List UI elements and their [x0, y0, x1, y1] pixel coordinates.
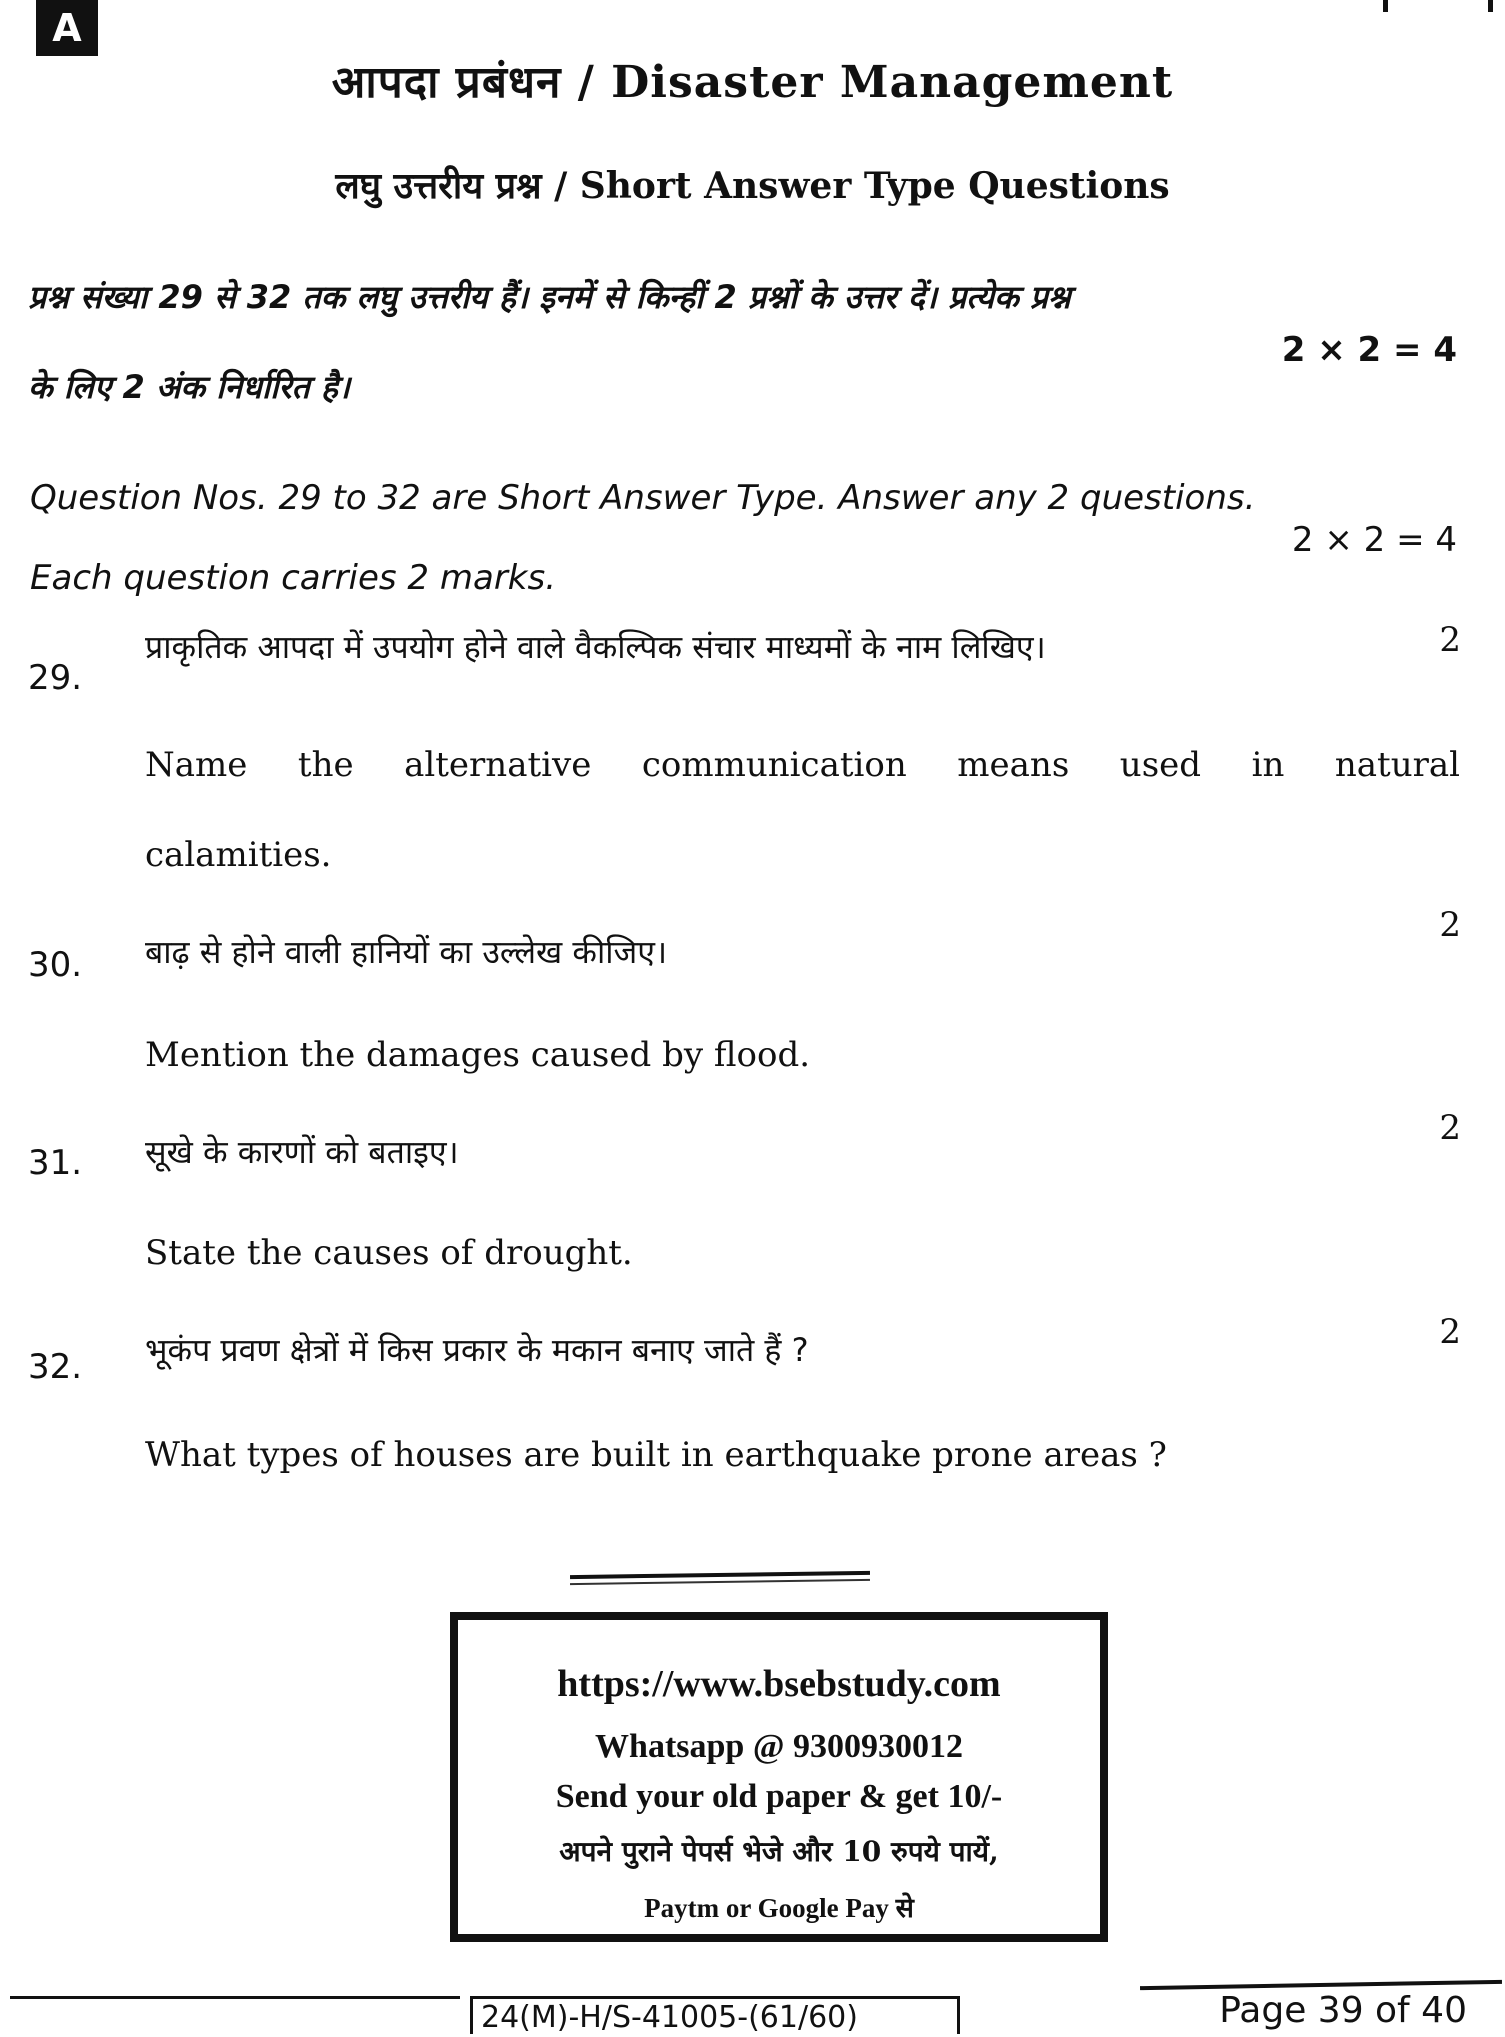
question-hindi: प्राकृतिक आपदा में उपयोग होने वाले वैकल्पिक संचार माध्यमों के नाम लिखिए।	[145, 628, 1046, 666]
hindi-instructions	[28, 252, 1458, 432]
question-hindi: सूखे के कारणों को बताइए।	[145, 1133, 459, 1171]
english-instruction-line-2: Each question carries 2 marks.	[30, 558, 557, 598]
promo-url: https://www.bsebstudy.com	[557, 1663, 1001, 1705]
english-marks-formula: 2 × 2 = 4	[1291, 520, 1457, 560]
page-title: आपदा प्रबंधन / Disaster Management	[331, 57, 1174, 108]
question-english: Mention the damages caused by flood.	[145, 1035, 811, 1075]
question-number: 31.	[28, 1143, 83, 1183]
paper-code: 24(M)-H/S-41005-(61/60)	[470, 1996, 960, 2034]
hindi-marks-formula: 2 × 2 = 4	[1281, 330, 1457, 370]
question-number: 30.	[28, 945, 83, 985]
question-number: 32.	[28, 1347, 83, 1387]
section-badge: A	[36, 0, 98, 56]
question-hindi: भूकंप प्रवण क्षेत्रों में किस प्रकार के मकान बनाए जाते हैं ?	[145, 1331, 809, 1369]
page-number: Page 39 of 40	[1219, 1990, 1467, 2031]
question-hindi: बाढ़ से होने वाली हानियों का उल्लेख कीजिए।	[145, 933, 668, 971]
question-marks: 2	[1439, 905, 1461, 945]
question-english: What types of houses are built in earthquake prone areas ?	[145, 1435, 1167, 1475]
question-english-continued: calamities.	[145, 835, 332, 875]
question-marks: 2	[1439, 1312, 1461, 1352]
english-instruction-line-1: Question Nos. 29 to 32 are Short Answer Type. Answer any 2 questions.	[30, 478, 1256, 518]
question-marks: 2	[1439, 620, 1461, 660]
end-rule	[570, 1571, 870, 1579]
section-subtitle: लघु उत्तरीय प्रश्न / Short Answer Type Questions	[335, 165, 1170, 207]
hindi-instruction-line-2: के लिए 2 अंक निर्धारित है।	[28, 368, 351, 406]
promo-pay: Paytm or Google Pay से	[644, 1893, 914, 1923]
end-rule-secondary	[570, 1579, 870, 1585]
corner-marks	[1383, 0, 1493, 14]
question-english: Name the alternative communication means used in natural	[145, 745, 1460, 785]
footer-rule-left	[10, 1996, 460, 1999]
english-instructions	[30, 458, 1460, 618]
promo-send: Send your old paper & get 10/-	[555, 1778, 1003, 1815]
question-marks: 2	[1439, 1108, 1461, 1148]
question-english: State the causes of drought.	[145, 1233, 633, 1273]
hindi-instruction-line-1: प्रश्न संख्या 29 से 32 तक लघु उत्तरीय हैं। इनमें से किन्हीं 2 प्रश्नों के उत्तर दें। प्रत्येक प्रश्न	[28, 278, 1071, 316]
promo-whatsapp: Whatsapp @ 9300930012	[595, 1728, 963, 1765]
footer-rule-right	[1140, 1980, 1502, 1990]
question-number: 29.	[28, 658, 83, 698]
promo-box	[450, 1612, 1108, 1942]
promo-hindi: अपने पुराने पेपर्स भेजे और 10 रुपये पायें,	[559, 1835, 999, 1868]
